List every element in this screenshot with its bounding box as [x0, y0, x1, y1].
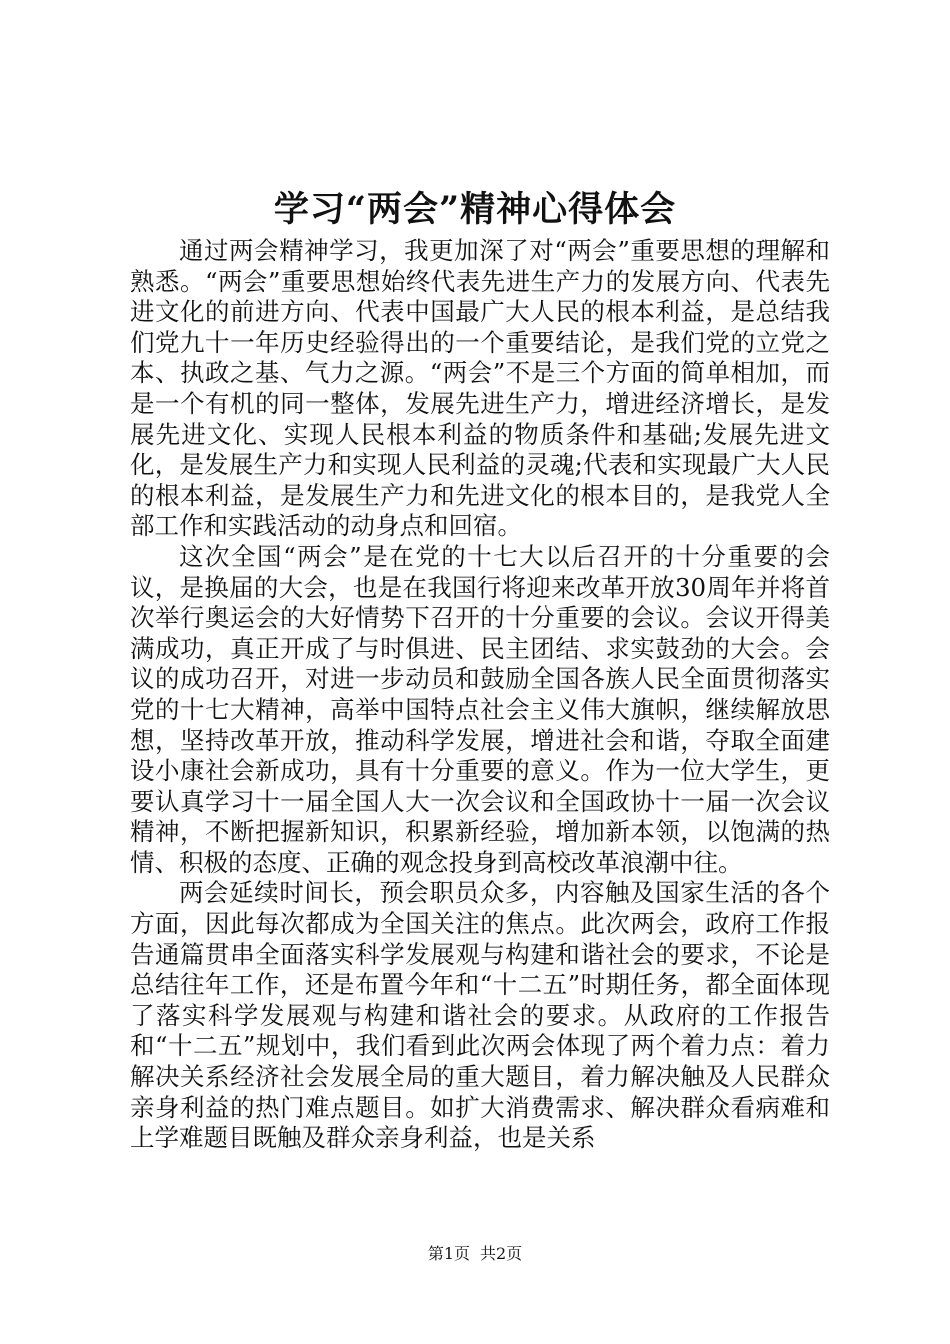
paragraph-2: 这次全国“两会”是在党的十七大以后召开的十分重要的会议，是换届的大会，也是在我国行将迎来改革开放30周年并将首次举行奥运会的大好情势下召开的十分重要的会议。会议开得美满成功，真正开成了与时俱进、民主团结、求实鼓劲的大会。会议的成功召开，对进一步动员和鼓励全国各族人民全面贯彻落实党的十七大精神，高举中国特点社会主义伟大旗帜，继续解放思想，坚持改革开放，推动科学发展，增进社会和谐，夺取全面建设小康社会新成功，具有十分重要的意义。作为一位大学生，更要认真学习十一届全国人大一次会议和全国政协十一届一次会议精神，不断把握新知识，积累新经验，增加新本领，以饱满的热情、积极的态度、正确的观念投身到高校改革浪潮中往。 [130, 541, 830, 877]
page-footer [0, 1243, 950, 1265]
document-title: 学习“两会”精神心得体会 [273, 189, 677, 230]
page-total: 共2页 [480, 1244, 523, 1263]
page-number: 第1页 [427, 1244, 470, 1263]
paragraph-1: 通过两会精神学习，我更加深了对“两会”重要思想的理解和熟悉。“两会”重要思想始终代表先进生产力的发展方向、代表先进文化的前进方向、代表中国最广大人民的根本利益，是总结我们党九十一年历史经验得出的一个重要结论，是我们党的立党之本、执政之基、气力之源。“两会”不是三个方面的简单相加，而是一个有机的同一整体，发展先进生产力，增进经济增长，是发展先进文化、实现人民根本利益的物质条件和基础;发展先进文化，是发展生产力和实现人民利益的灵魂;代表和实现最广大人民的根本利益，是发展生产力和先进文化的根本目的，是我党人全部工作和实践活动的动身点和回宿。 [130, 236, 830, 541]
paragraph-3: 两会延续时间长，预会职员众多，内容触及国家生活的各个方面，因此每次都成为全国关注的焦点。此次两会，政府工作报告通篇贯串全面落实科学发展观与构建和谐社会的要求，不论是总结往年工作，还是布置今年和“十二五”时期任务，都全面体现了落实科学发展观与构建和谐社会的要求。从政府的工作报告和“十二五”规划中，我们看到此次两会体现了两个着力点：着力解决关系经济社会发展全局的重大题目，着力解决触及人民群众亲身利益的热门难点题目。如扩大消费需求、解决群众看病难和上学难题目既触及群众亲身利益，也是关系 [130, 878, 830, 1153]
document-body [130, 236, 830, 1154]
